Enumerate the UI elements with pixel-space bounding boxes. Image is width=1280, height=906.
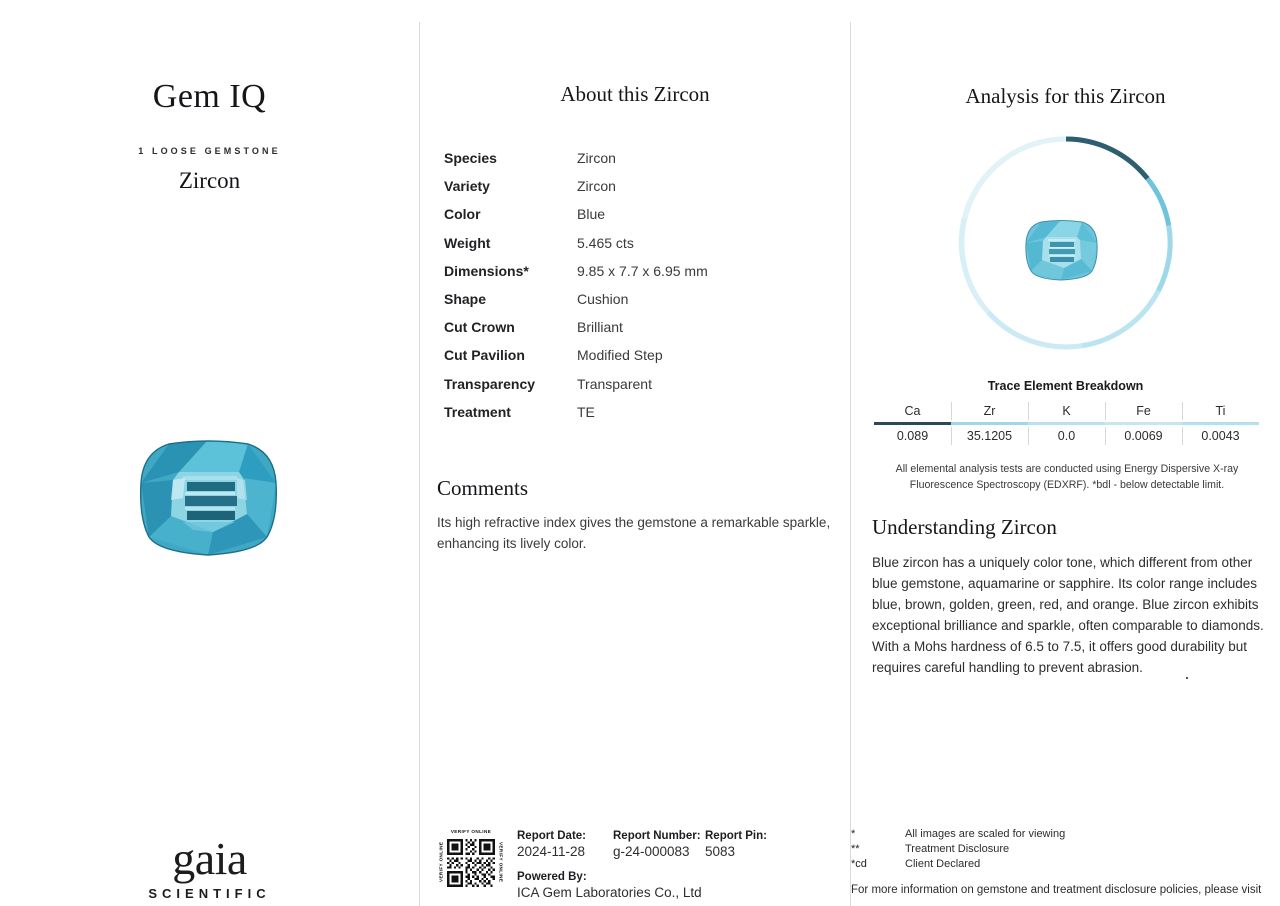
trace-value: 0.0069 xyxy=(1105,425,1182,447)
disclosure-mark: ** xyxy=(851,843,860,855)
report-number-label: Report Number: xyxy=(613,830,701,842)
gaia-logo-tagline: SCIENTIFIC xyxy=(148,886,271,901)
disclosure-row xyxy=(851,843,1280,858)
page-title: Gem IQ xyxy=(152,78,267,115)
report-date-value: 2024-11-28 xyxy=(517,844,586,859)
report-date-label: Report Date: xyxy=(517,830,587,842)
loose-gemstone-label: 1 LOOSE GEMSTONE xyxy=(138,146,281,156)
table-row xyxy=(444,291,829,319)
spec-value: 9.85 x 7.7 x 6.95 mm xyxy=(577,262,708,279)
trace-element-table xyxy=(874,400,1259,447)
disclosure-row xyxy=(851,858,1280,873)
gemstone-photo xyxy=(139,438,278,556)
trace-symbol: Ca xyxy=(904,404,921,418)
spec-value: Cushion xyxy=(577,290,629,307)
report-footer xyxy=(437,828,850,900)
qr-label-right: VERIFY ONLINE xyxy=(498,841,504,883)
page-artifact-dot xyxy=(1186,677,1188,679)
spec-value: Zircon xyxy=(577,178,616,195)
trace-symbol: K xyxy=(1028,400,1105,422)
spec-value: Transparent xyxy=(577,375,652,392)
table-row xyxy=(444,263,829,291)
powered-by-label: Powered By: xyxy=(517,871,587,883)
table-row xyxy=(444,150,829,178)
disclosure-row xyxy=(851,828,1280,843)
table-row xyxy=(444,347,829,375)
understanding-heading: Understanding Zircon xyxy=(872,515,1057,539)
disclosure-text: Client Declared xyxy=(905,858,981,870)
understanding-text: Blue zircon has a uniquely color tone, which different from other blue gemstone, aquamarine or sapphire. Its color range includes blue, brown, golden, green, red, and orange. Blue zircon exhibits exceptional brilliance and sparkle, often comparable to diamonds. With a Mohs hardness of 6.5 to 7.5, it offers good durability but requires careful handling to prevent abrasion. xyxy=(872,555,1264,676)
left-column xyxy=(0,0,419,906)
table-row xyxy=(444,376,829,404)
trace-table-title: Trace Element Breakdown xyxy=(987,379,1144,393)
specifications-table xyxy=(444,150,829,432)
spec-key: Transparency xyxy=(444,375,536,392)
trace-value: 0.089 xyxy=(896,429,929,443)
table-row xyxy=(444,235,829,263)
trace-symbol: Fe xyxy=(1105,400,1182,422)
trace-symbol: Ti xyxy=(1182,400,1259,422)
spec-key: Cut Crown xyxy=(444,319,515,336)
spec-key: Variety xyxy=(444,178,490,195)
report-pin-label: Report Pin: xyxy=(705,830,767,842)
analysis-column xyxy=(851,0,1280,906)
disclosure-mark: *cd xyxy=(851,858,867,870)
table-row xyxy=(444,178,829,206)
spec-value: Zircon xyxy=(577,150,616,166)
spec-key: Species xyxy=(444,150,497,166)
spec-value: Brilliant xyxy=(577,319,623,336)
spec-key: Shape xyxy=(444,290,487,307)
spec-value: Blue xyxy=(577,206,606,223)
verify-online-qr[interactable] xyxy=(437,828,505,896)
disclosure-footer xyxy=(851,828,1280,896)
spec-value: TE xyxy=(577,403,595,420)
comments-text: Its high refractive index gives the gemstone a remarkable sparkle, enhancing its lively color. xyxy=(437,515,831,551)
table-row xyxy=(444,404,829,432)
trace-symbol-row xyxy=(874,400,1259,422)
spec-value: 5.465 cts xyxy=(577,234,634,251)
spec-key: Treatment xyxy=(444,403,511,420)
disclosure-text: Treatment Disclosure xyxy=(905,843,1010,855)
qr-label-left: VERIFY ONLINE xyxy=(438,841,444,883)
report-meta-values xyxy=(517,844,850,859)
trace-symbol: Zr xyxy=(951,400,1028,422)
qr-code-icon xyxy=(447,836,495,890)
report-number-value: g-24-000083 xyxy=(613,844,690,859)
trace-method-note: All elemental analysis tests are conducted using Energy Dispersive X-ray Fluorescence Spectroscopy (EDXRF). *bdl - below detectable limit. xyxy=(895,463,1239,491)
disclosure-text: All images are scaled for viewing xyxy=(905,828,1066,840)
spec-key: Color xyxy=(444,206,481,223)
disclosure-mark: * xyxy=(851,828,856,840)
report-metadata xyxy=(517,828,850,900)
report-meta-labels xyxy=(517,830,850,842)
spec-key: Cut Pavilion xyxy=(444,347,525,364)
spec-key: Dimensions* xyxy=(444,262,529,279)
trace-value: 35.1205 xyxy=(951,425,1028,447)
comments-heading: Comments xyxy=(437,476,529,500)
spec-value: Modified Step xyxy=(577,347,663,364)
spec-key: Weight xyxy=(444,234,491,251)
table-row xyxy=(444,206,829,234)
qr-label-top: VERIFY ONLINE xyxy=(450,829,492,834)
trace-value-row xyxy=(874,425,1259,447)
about-heading: About this Zircon xyxy=(560,82,710,106)
report-pin-value: 5083 xyxy=(705,844,736,859)
gem-name-heading: Zircon xyxy=(178,168,241,193)
trace-value: 0.0043 xyxy=(1182,425,1259,447)
policy-note: For more information on gemstone and treatment disclosure policies, please visit xyxy=(851,884,1262,896)
analysis-heading: Analysis for this Zircon xyxy=(965,84,1166,108)
table-row xyxy=(444,319,829,347)
gemstone-thumbnail xyxy=(1025,219,1098,281)
gaia-logo: gaia xyxy=(172,833,247,884)
powered-by-value: ICA Gem Laboratories Co., Ltd xyxy=(517,885,702,900)
about-column xyxy=(420,0,850,906)
trace-value: 0.0 xyxy=(1028,425,1105,447)
